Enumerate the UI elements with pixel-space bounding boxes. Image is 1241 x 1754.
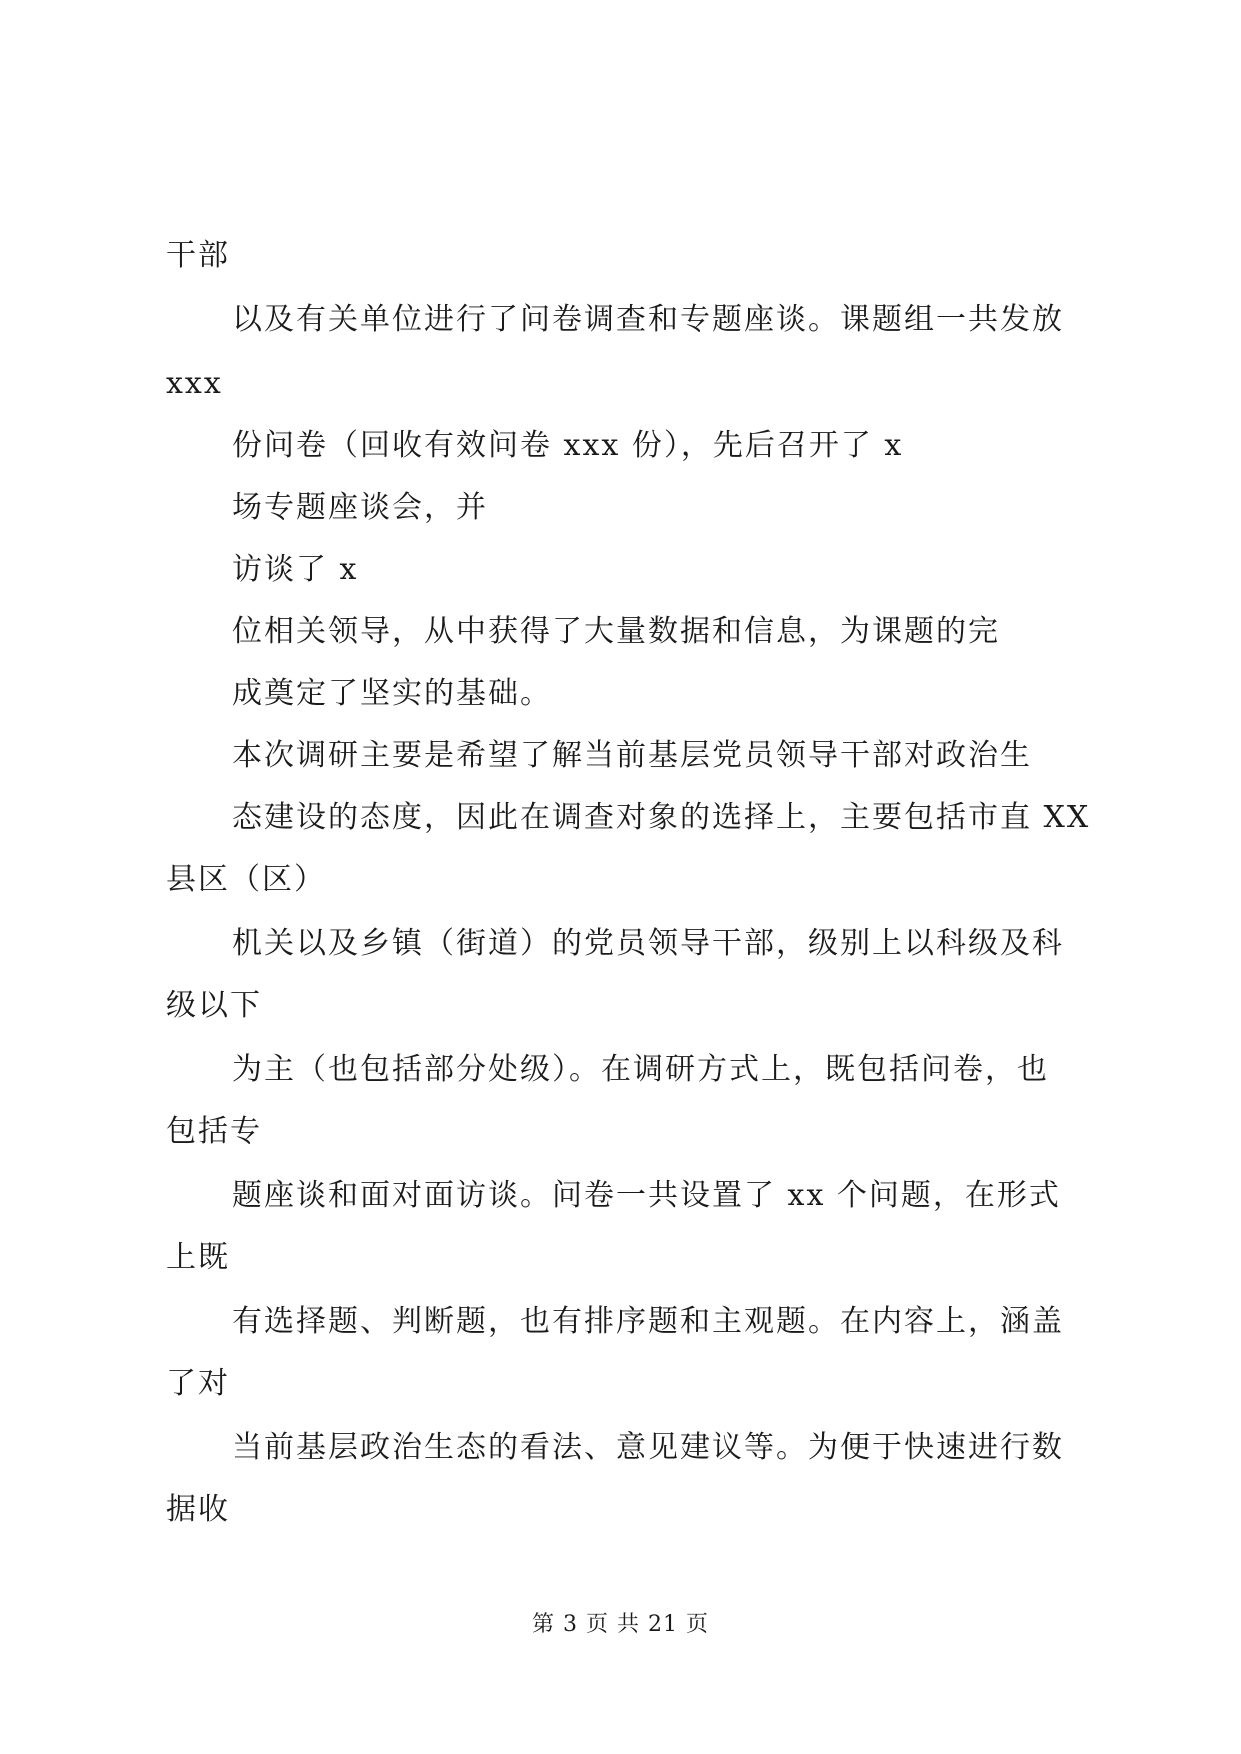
page-number: 第 3 页 共 21 页 [532,1612,709,1637]
text-line: 机关以及乡镇（街道）的党员领导干部，级别上以科级及科 [232,926,1064,961]
text-line: 以及有关单位进行了问卷调查和专题座谈。课题组一共发放 [232,302,1064,337]
text-line: 态建设的态度，因此在调查对象的选择上，主要包括市直 XX [232,800,1091,835]
text-line: 了对 [166,1366,230,1401]
text-line: 份问卷（回收有效问卷 xxx 份），先后召开了 x [232,428,904,463]
text-line: 上既 [166,1240,230,1275]
text-line: xxx [166,366,223,401]
text-line: 干部 [166,238,230,273]
text-line: 有选择题、判断题，也有排序题和主观题。在内容上，涵盖 [232,1304,1064,1339]
text-line: 级以下 [166,988,262,1023]
text-line: 包括专 [166,1114,262,1149]
text-line: 本次调研主要是希望了解当前基层党员领导干部对政治生 [232,738,1032,773]
text-line: 访谈了 x [232,552,359,587]
text-line: 据收 [166,1492,230,1527]
text-line: 成奠定了坚实的基础。 [232,676,552,711]
text-line: 场专题座谈会，并 [232,490,488,525]
text-line: 当前基层政治生态的看法、意见建议等。为便于快速进行数 [232,1430,1064,1465]
text-line: 题座谈和面对面访谈。问卷一共设置了 xx 个问题，在形式 [232,1178,1061,1213]
text-line: 位相关领导，从中获得了大量数据和信息，为课题的完 [232,614,1000,649]
text-line: 县区（区） [166,862,326,897]
text-line: 为主（也包括部分处级）。在调研方式上，既包括问卷，也 [232,1052,1049,1087]
